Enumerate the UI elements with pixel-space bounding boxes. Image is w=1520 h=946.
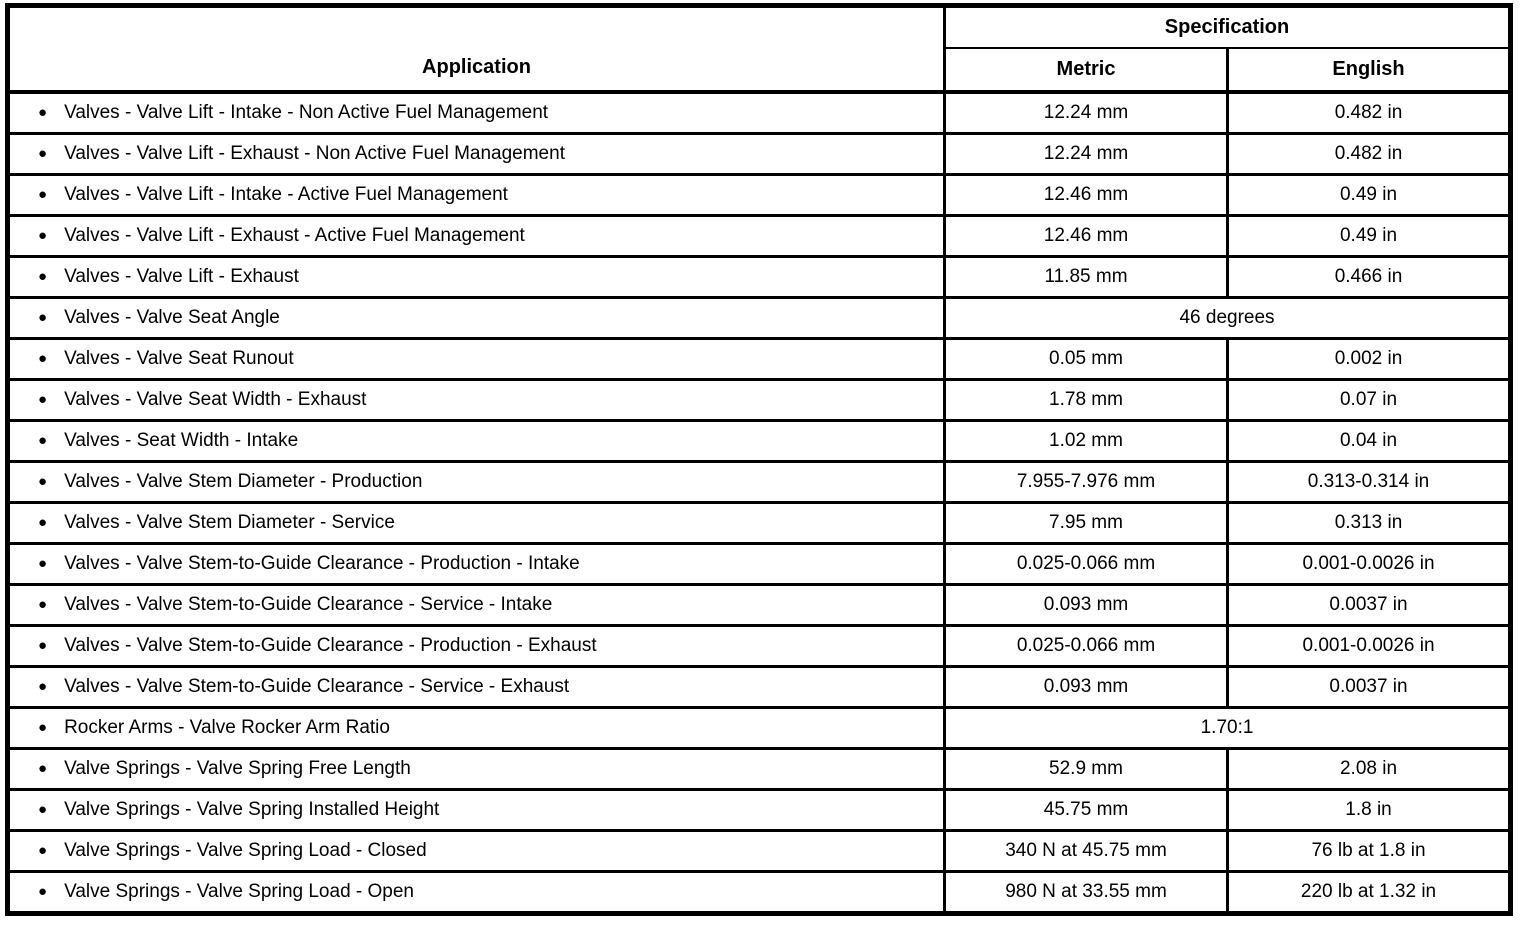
- bullet-icon: ●: [38, 145, 48, 162]
- specification-column-group-header: Specification: [945, 6, 1511, 49]
- bullet-icon: ●: [38, 309, 48, 326]
- application-label: Valves - Valve Lift - Intake - Active Fuel Management: [64, 184, 508, 205]
- metric-value-cell: 1.02 mm: [945, 421, 1228, 462]
- bullet-icon: ●: [38, 432, 48, 449]
- metric-value-cell: 7.955-7.976 mm: [945, 462, 1228, 503]
- application-label: Valves - Valve Lift - Exhaust - Non Active Fuel Management: [64, 143, 565, 164]
- metric-value-cell: 12.46 mm: [945, 175, 1228, 216]
- application-cell: [8, 257, 945, 298]
- application-cell: [8, 298, 945, 339]
- english-value-cell: 1.8 in: [1228, 790, 1511, 831]
- application-label: Valves - Valve Lift - Exhaust: [64, 266, 299, 287]
- english-column-header: English: [1228, 48, 1511, 92]
- application-label: Valves - Valve Lift - Intake - Non Active Fuel Management: [64, 102, 549, 123]
- application-label: Rocker Arms - Valve Rocker Arm Ratio: [64, 717, 390, 738]
- application-label: Valve Springs - Valve Spring Load - Open: [64, 881, 414, 902]
- metric-value-cell: 12.24 mm: [945, 134, 1228, 175]
- header-row-specification: [8, 6, 1511, 49]
- application-column-header: Application: [8, 6, 945, 93]
- bullet-icon: ●: [38, 186, 48, 203]
- bullet-icon: ●: [38, 514, 48, 531]
- english-value-cell: 0.001-0.0026 in: [1228, 626, 1511, 667]
- bullet-icon: ●: [38, 391, 48, 408]
- table-row: [8, 585, 1511, 626]
- english-value-cell: 0.482 in: [1228, 92, 1511, 134]
- application-cell: [8, 462, 945, 503]
- table-row: [8, 708, 1511, 749]
- table-row: [8, 544, 1511, 585]
- application-label: Valves - Valve Lift - Exhaust - Active Fuel Management: [64, 225, 525, 246]
- combined-spec-cell: 46 degrees: [945, 298, 1511, 339]
- english-value-cell: 2.08 in: [1228, 749, 1511, 790]
- table-row: [8, 175, 1511, 216]
- application-label: Valves - Valve Stem-to-Guide Clearance - Service - Exhaust: [64, 676, 570, 697]
- table-row: [8, 790, 1511, 831]
- metric-value-cell: 12.46 mm: [945, 216, 1228, 257]
- combined-spec-cell: 1.70:1: [945, 708, 1511, 749]
- application-cell: [8, 544, 945, 585]
- spec-table-body: [8, 92, 1511, 914]
- metric-value-cell: 0.093 mm: [945, 585, 1228, 626]
- metric-value-cell: 11.85 mm: [945, 257, 1228, 298]
- metric-value-cell: 0.025-0.066 mm: [945, 626, 1228, 667]
- english-value-cell: 0.0037 in: [1228, 585, 1511, 626]
- application-label: Valves - Valve Stem-to-Guide Clearance - Production - Exhaust: [64, 635, 597, 656]
- bullet-icon: ●: [38, 842, 48, 859]
- metric-value-cell: 980 N at 33.55 mm: [945, 872, 1228, 914]
- table-row: [8, 626, 1511, 667]
- english-value-cell: 0.04 in: [1228, 421, 1511, 462]
- application-cell: [8, 831, 945, 872]
- application-cell: [8, 749, 945, 790]
- english-value-cell: 220 lb at 1.32 in: [1228, 872, 1511, 914]
- english-value-cell: 0.0037 in: [1228, 667, 1511, 708]
- application-cell: [8, 134, 945, 175]
- metric-value-cell: 0.05 mm: [945, 339, 1228, 380]
- bullet-icon: ●: [38, 227, 48, 244]
- english-value-cell: 0.002 in: [1228, 339, 1511, 380]
- bullet-icon: ●: [38, 268, 48, 285]
- application-label: Valve Springs - Valve Spring Load - Closed: [64, 840, 427, 861]
- application-label: Valves - Valve Stem Diameter - Service: [64, 512, 395, 533]
- table-row: [8, 92, 1511, 134]
- metric-value-cell: 1.78 mm: [945, 380, 1228, 421]
- application-cell: [8, 667, 945, 708]
- bullet-icon: ●: [38, 596, 48, 613]
- bullet-icon: ●: [38, 637, 48, 654]
- english-value-cell: 0.49 in: [1228, 216, 1511, 257]
- table-header: [8, 6, 1511, 93]
- metric-value-cell: 340 N at 45.75 mm: [945, 831, 1228, 872]
- bullet-icon: ●: [38, 801, 48, 818]
- table-row: [8, 298, 1511, 339]
- application-label: Valves - Valve Stem-to-Guide Clearance - Service - Intake: [64, 594, 553, 615]
- application-cell: [8, 872, 945, 914]
- english-value-cell: 0.482 in: [1228, 134, 1511, 175]
- metric-value-cell: 7.95 mm: [945, 503, 1228, 544]
- table-row: [8, 749, 1511, 790]
- table-row: [8, 257, 1511, 298]
- english-value-cell: 0.313 in: [1228, 503, 1511, 544]
- table-row: [8, 667, 1511, 708]
- application-cell: [8, 92, 945, 134]
- bullet-icon: ●: [38, 883, 48, 900]
- metric-column-header: Metric: [945, 48, 1228, 92]
- table-row: [8, 216, 1511, 257]
- bullet-icon: ●: [38, 555, 48, 572]
- application-label: Valves - Valve Seat Angle: [64, 307, 280, 328]
- application-label: Valve Springs - Valve Spring Installed Height: [64, 799, 440, 820]
- english-value-cell: 0.49 in: [1228, 175, 1511, 216]
- application-cell: [8, 339, 945, 380]
- english-value-cell: 0.07 in: [1228, 380, 1511, 421]
- bullet-icon: ●: [38, 473, 48, 490]
- application-label: Valves - Valve Stem-to-Guide Clearance - Production - Intake: [64, 553, 580, 574]
- table-row: [8, 339, 1511, 380]
- application-cell: [8, 585, 945, 626]
- application-cell: [8, 503, 945, 544]
- application-cell: [8, 790, 945, 831]
- bullet-icon: ●: [38, 719, 48, 736]
- bullet-icon: ●: [38, 760, 48, 777]
- application-cell: [8, 380, 945, 421]
- bullet-icon: ●: [38, 350, 48, 367]
- table-row: [8, 872, 1511, 914]
- table-row: [8, 134, 1511, 175]
- application-cell: [8, 421, 945, 462]
- metric-value-cell: 12.24 mm: [945, 92, 1228, 134]
- table-row: [8, 380, 1511, 421]
- table-row: [8, 503, 1511, 544]
- english-value-cell: 0.001-0.0026 in: [1228, 544, 1511, 585]
- application-cell: [8, 626, 945, 667]
- english-value-cell: 76 lb at 1.8 in: [1228, 831, 1511, 872]
- application-label: Valves - Valve Stem Diameter - Production: [64, 471, 423, 492]
- application-label: Valves - Valve Seat Runout: [64, 348, 294, 369]
- application-label: Valves - Seat Width - Intake: [64, 430, 299, 451]
- bullet-icon: ●: [38, 104, 48, 121]
- application-label: Valves - Valve Seat Width - Exhaust: [64, 389, 367, 410]
- bullet-icon: ●: [38, 678, 48, 695]
- table-row: [8, 421, 1511, 462]
- application-cell: [8, 708, 945, 749]
- application-label: Valve Springs - Valve Spring Free Length: [64, 758, 411, 779]
- table-row: [8, 462, 1511, 503]
- metric-value-cell: 52.9 mm: [945, 749, 1228, 790]
- metric-value-cell: 0.093 mm: [945, 667, 1228, 708]
- application-cell: [8, 216, 945, 257]
- metric-value-cell: 0.025-0.066 mm: [945, 544, 1228, 585]
- english-value-cell: 0.466 in: [1228, 257, 1511, 298]
- english-value-cell: 0.313-0.314 in: [1228, 462, 1511, 503]
- metric-value-cell: 45.75 mm: [945, 790, 1228, 831]
- valve-specifications-table: [5, 3, 1513, 916]
- table-row: [8, 831, 1511, 872]
- application-cell: [8, 175, 945, 216]
